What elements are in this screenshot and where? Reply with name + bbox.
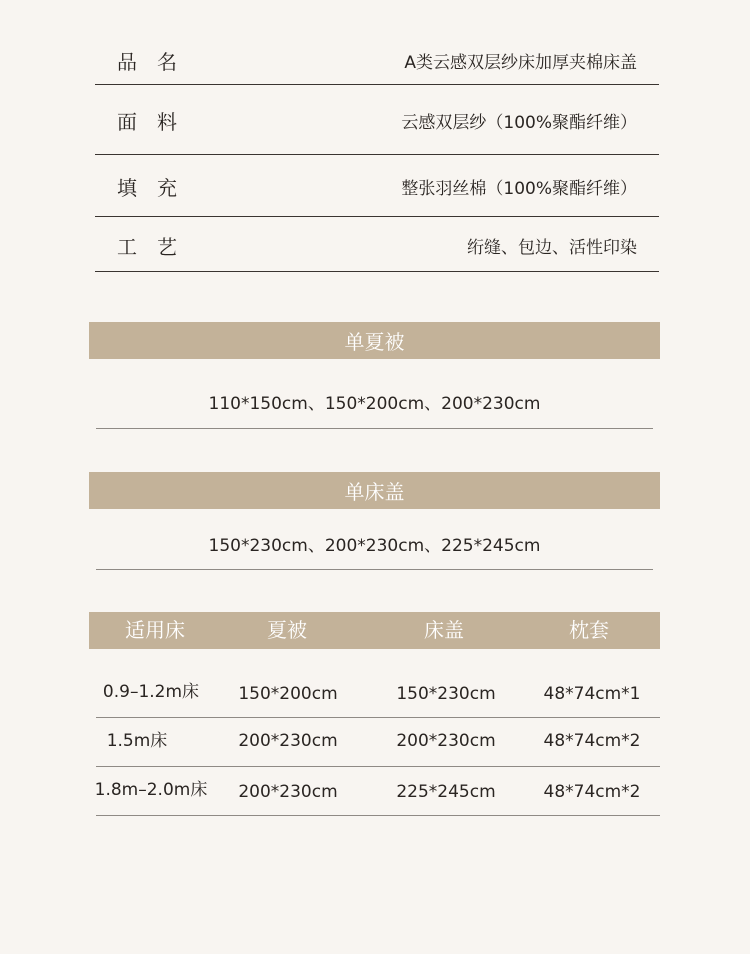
column-header-bedspread: 床盖	[424, 618, 464, 642]
size-table-header	[89, 612, 660, 649]
column-header-pillowcase: 枕套	[569, 618, 609, 642]
spec-row-craft	[95, 219, 659, 272]
bedspread-title: 单床盖	[344, 480, 405, 504]
table-row	[96, 660, 660, 718]
bedspread-header	[89, 472, 660, 509]
table-cell: 200*230cm	[238, 731, 338, 751]
bedspread-sizes: 150*230cm、200*230cm、225*245cm	[96, 524, 653, 570]
table-cell: 1.5m床	[106, 731, 168, 751]
summer-quilt-header	[89, 322, 660, 359]
spec-row-fabric	[95, 87, 659, 155]
spec-value: 绗缝、包边、活性印染	[467, 237, 637, 258]
spec-value: 云感双层纱（100%聚酯纤维）	[401, 113, 637, 133]
spec-label: 品名	[117, 49, 197, 74]
spec-label: 面料	[117, 110, 197, 134]
spec-value: 整张羽丝棉（100%聚酯纤维）	[401, 179, 637, 199]
table-cell: 0.9–1.2m床	[102, 682, 200, 702]
table-row	[96, 766, 660, 816]
spec-row-filling	[95, 157, 659, 217]
table-cell: 48*74cm*2	[543, 731, 641, 751]
summer-quilt-title: 单夏被	[344, 330, 405, 354]
spec-value: A类云感双层纱床加厚夹棉床盖	[404, 52, 637, 73]
summer-quilt-sizes: 110*150cm、150*200cm、200*230cm	[96, 380, 653, 429]
column-header-bed: 适用床	[125, 618, 185, 642]
spec-row-name	[95, 36, 659, 85]
table-cell: 48*74cm*1	[543, 684, 641, 704]
spec-label: 填充	[117, 176, 197, 200]
table-row	[96, 717, 660, 767]
table-cell: 200*230cm	[238, 782, 338, 802]
table-cell: 225*245cm	[396, 782, 496, 802]
table-cell: 200*230cm	[396, 731, 496, 751]
table-cell: 150*200cm	[238, 684, 338, 704]
spec-label: 工艺	[117, 234, 197, 259]
table-cell: 150*230cm	[396, 684, 496, 704]
table-cell: 48*74cm*2	[543, 782, 641, 802]
table-cell: 1.8m–2.0m床	[94, 780, 208, 800]
column-header-summer-quilt: 夏被	[267, 618, 307, 642]
